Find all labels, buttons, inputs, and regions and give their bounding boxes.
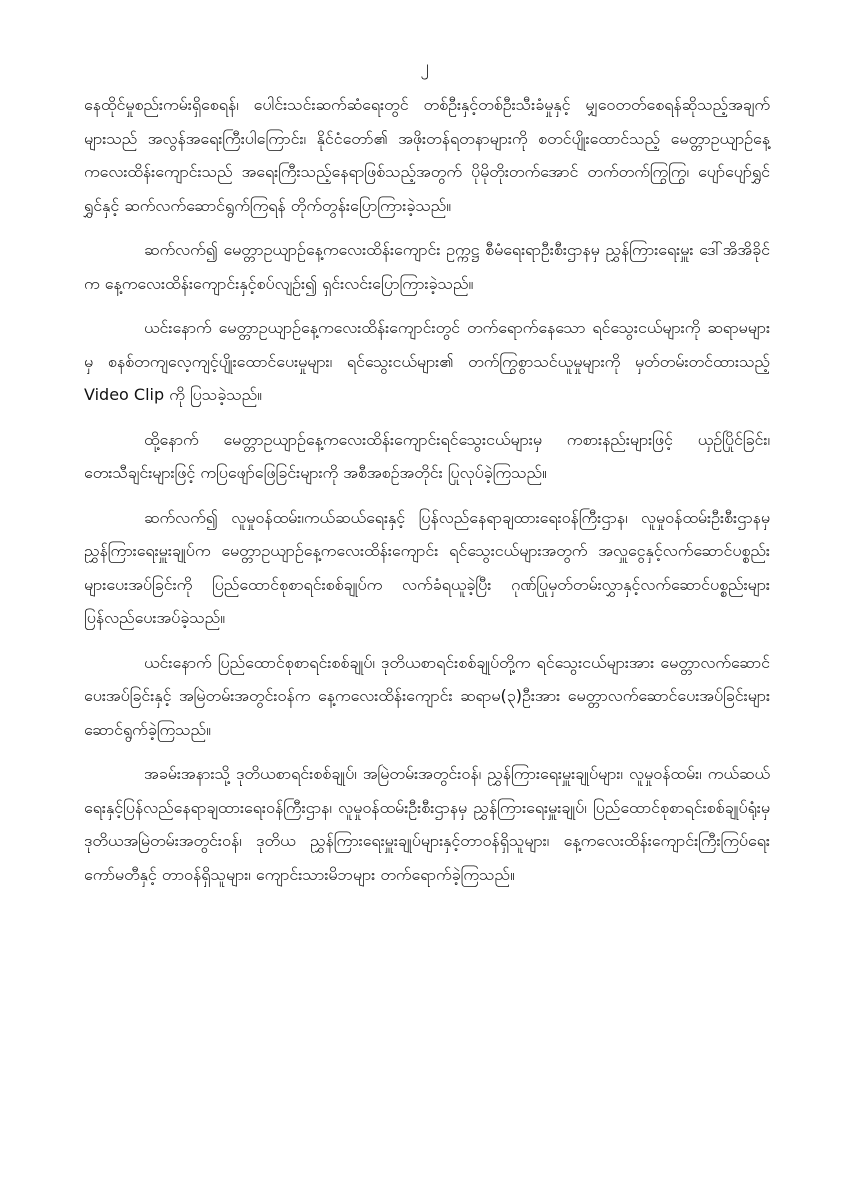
paragraph-gifts: ယင်းနောက် ပြည်ထောင်စုစာရင်းစစ်ချုပ်၊ ဒုတိယစာရင်းစစ်ချုပ်တို့က ရင်သွေးငယ်များအား မေတ္တာလက်ဆောင်ပေးအပ်ခြင်းနှင့် အမြဲတမ်းအတွင်းဝန်က နေ့ကလေးထိန်းကျောင်း ဆရာမ(၃)ဦးအား မေတ္တာလက်ဆောင်ပေးအပ်ခြင်းများ ဆောင်ရွက်ခဲ့ကြသည်။ <box>84 652 770 739</box>
paragraph-closing-speech: နေထိုင်မှုစည်းကမ်းရှိစေရန်၊ ပေါင်းသင်းဆက်ဆံရေးတွင် တစ်ဦးနှင့်တစ်ဦးသီးခံမှုနှင့် မျှဝေတတ်စေရန်ဆိုသည့်အချက်များသည် အလွန်အရေးကြီးပါကြောင်း၊ နိုင်ငံတော်၏ အဖိုးတန်ရတနာများကို စတင်ပျိုးထောင်သည့် မေတ္တာဥယျာဉ်နေ့ကလေးထိန်းကျောင်းသည် အရေးကြီးသည့်နေရာဖြစ်သည့်အတွက် ပိုမိုတိုးတက်အောင် တက်တက်ကြွကြွ၊ ပျော်ပျော်ရွှင်ရွှင်နှင့် ဆက်လက်ဆောင်ရွက်ကြရန် တိုက်တွန်းပြောကြားခဲ့သည်။ <box>84 95 770 215</box>
page-number: ၂ <box>420 57 429 77</box>
paragraph-director-explanation: ဆက်လက်၍ မေတ္တာဥယျာဉ်နေ့ကလေးထိန်းကျောင်း ဥက္ကဋ္ဌ စီမံရေးရာဦးစီးဌာနမှ ညွှန်ကြားရေးမှူး ဒေါ်အိအိခိုင်က နေ့ကလေးထိန်းကျောင်းနှင့်စပ်လျဉ်း၍ ရှင်းလင်းပြောကြားခဲ့သည်။ <box>84 240 770 293</box>
paragraph-attendees: အခမ်းအနားသို့ ဒုတိယစာရင်းစစ်ချုပ်၊ အမြဲတမ်းအတွင်းဝန်၊ ညွှန်ကြားရေးမှူးချုပ်များ၊ လူမှုဝန်ထမ်း၊ ကယ်ဆယ်ရေးနှင့်ပြန်လည်နေရာချထားရေးဝန်ကြီးဌာန၊ လူမှုဝန်ထမ်းဦးစီးဌာနမှ ညွှန်ကြားရေးမှူးချုပ်၊ ပြည်ထောင်စုစာရင်းစစ်ချုပ်ရုံးမှ ဒုတိယအမြဲတမ်းအတွင်းဝန်၊ ဒုတိယ ညွှန်ကြားရေးမှူးချုပ်များနှင့်တာဝန်ရှိသူများ၊ နေ့ကလေးထိန်းကျောင်းကြီးကြပ်ရေးကော်မတီနှင့် တာဝန်ရှိသူများ၊ ကျောင်းသားမိဘများ တက်ရောက်ခဲ့ကြသည်။ <box>84 764 770 884</box>
document-body <box>84 88 770 902</box>
paragraph-performances: ထို့နောက် မေတ္တာဥယျာဉ်နေ့ကလေးထိန်းကျောင်းရင်သွေးငယ်များမှ ကစားနည်းများဖြင့် ယှဉ်ပြိုင်ခြင်း၊ တေးသီချင်းများဖြင့် ကပြဖျော်ဖြေခြင်းများကို အစီအစဉ်အတိုင်း ပြုလုပ်ခဲ့ကြသည်။ <box>84 429 770 482</box>
paragraph-donations: ဆက်လက်၍ လူမှုဝန်ထမ်း၊ကယ်ဆယ်ရေးနှင့် ပြန်လည်နေရာချထားရေးဝန်ကြီးဌာန၊ လူမှုဝန်ထမ်းဦးစီးဌာနမှ ညွှန်ကြားရေးမှူးချုပ်က မေတ္တာဥယျာဉ်နေ့ကလေးထိန်းကျောင်း ရင်သွေးငယ်များအတွက် အလှူငွေနှင့်လက်ဆောင်ပစ္စည်းများပေးအပ်ခြင်းကို ပြည်ထောင်စုစာရင်းစစ်ချုပ်က လက်ခံရယူခဲ့ပြီး ဂုဏ်ပြုမှတ်တမ်းလွှာနှင့်လက်ဆောင်ပစ္စည်းများ ပြန်လည်ပေးအပ်ခဲ့သည်။ <box>84 507 770 627</box>
paragraph-video-clip: ယင်းနောက် မေတ္တာဥယျာဉ်နေ့ကလေးထိန်းကျောင်းတွင် တက်ရောက်နေသော ရင်သွေးငယ်များကို ဆရာမများမှ စနစ်တကျလေ့ကျင့်ပျိုးထောင်ပေးမှုများ၊ ရင်သွေးငယ်များ၏ တက်ကြွစွာသင်ယူမှုများကို မှတ်တမ်းတင်ထားသည့် Video Clip ကို ပြသခဲ့သည်။ <box>84 318 770 404</box>
